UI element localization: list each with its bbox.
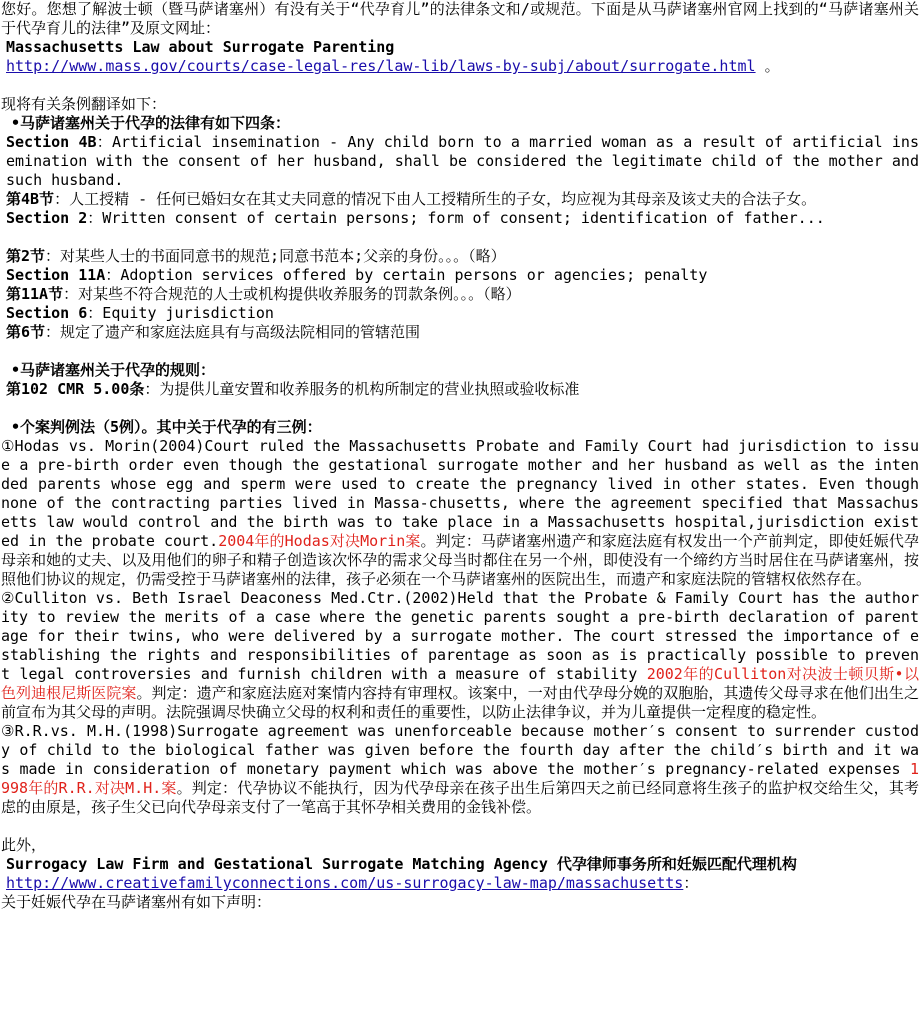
source-title: Massachusetts Law about Surrogate Parenting <box>6 38 395 56</box>
law-item: 第6节：规定了遗产和家庭法庭具有与高级法院相同的管辖范围 <box>6 323 421 341</box>
law-text: Adoption services offered by certain persons or agencies; penalty <box>120 266 708 284</box>
case-english: ③R.R.vs. M.H.(1998)Surrogate agreement was unenforceable because mother′s consent to surrender custody of child to the biological father was given before the fourth day after the child′s birth and it was made in consideration of monetary payment which was above the mother′s pregnancy-related expenses <box>1 722 919 778</box>
source-link[interactable]: http://www.mass.gov/courts/case-legal-res/law-lib/laws-by-subj/about/surrogate.html <box>6 57 756 75</box>
regulation-text: 为提供儿童安置和收养服务的机构所制定的营业执照或验收标准 <box>159 380 580 398</box>
spacer <box>1 399 919 418</box>
spacer <box>1 76 919 95</box>
law-text: 对某些人士的书面同意书的规范;同意书范本;父亲的身份。。。（略） <box>60 247 506 265</box>
law-label: Section 6 <box>6 304 88 322</box>
law-text: Written consent of certain persons; form of consent; identification of father... <box>102 209 825 227</box>
law-item: Section 4B：Artificial insemination - Any child born to a married woman as a result of artificial insemination with the consent of her husband, shall be considered the legitimate child of the mother and such husband. <box>6 133 919 189</box>
law-item: 第11A节：对某些不符合规范的人士或机构提供收养服务的罚款条例。。。（略） <box>6 285 521 303</box>
law-item: 第2节：对某些人士的书面同意书的规范;同意书范本;父亲的身份。。。（略） <box>6 247 506 265</box>
also-lead: 此外， <box>1 836 47 854</box>
law-text: Artificial insemination - Any child born to a married woman as a result of artificial insemination with the consent of her husband, shall be considered the legitimate child of the mother and such husband. <box>6 133 919 189</box>
case-name-zh: 1998年的R.R.对决M.H.案 <box>1 760 919 797</box>
law-item: Section 6：Equity jurisdiction <box>6 304 274 322</box>
law-label: 第11A节 <box>6 285 64 303</box>
spacer <box>1 342 919 361</box>
cases-heading: •个案判例法（5例）。其中关于代孕的有三例： <box>11 418 322 436</box>
law-text: Equity jurisdiction <box>102 304 274 322</box>
law-text: 人工授精 - 任何已婚妇女在其丈夫同意的情况下由人工授精所生的子女，均应视为其母亲及该丈夫的合法子女。 <box>69 190 817 208</box>
case-item <box>1 437 919 589</box>
firm-name: Surrogacy Law Firm and Gestational Surrogate Matching Agency 代孕律师事务所和妊娠匹配代理机构 <box>6 855 797 873</box>
regulation-label: 第102 CMR 5.00条 <box>6 380 145 398</box>
case-name-zh: 2002年的Culliton对决波士顿贝斯•以色列迪根尼斯医院案 <box>1 665 919 702</box>
law-text: 规定了遗产和家庭法庭具有与高级法院相同的管辖范围 <box>60 323 421 341</box>
case-ruling-zh: 。判定：代孕协议不能执行，因为代孕母亲在孩子出生后第四天之前已经同意将生孩子的监护权交给生父，其考虑的由原是，孩子生父已向代孕母亲支付了一笔高于其怀孕相关费用的金钱补偿。 <box>1 779 919 816</box>
case-item <box>1 589 919 722</box>
spacer <box>1 228 919 247</box>
translation-intro: 现将有关条例翻译如下： <box>1 95 167 113</box>
firm-link[interactable]: http://www.creativefamilyconnections.com/us-surrogacy-law-map/massachusetts <box>6 874 684 892</box>
law-label: 第2节 <box>6 247 46 265</box>
laws-heading: •马萨诸塞州关于代孕的法律有如下四条： <box>11 114 291 132</box>
regulation-item: 第102 CMR 5.00条：为提供儿童安置和收养服务的机构所制定的营业执照或验收标准 <box>6 380 580 398</box>
law-item: Section 11A：Adoption services offered by certain persons or agencies; penalty <box>6 266 708 284</box>
case-item <box>1 722 919 817</box>
law-item: Section 2：Written consent of certain persons; form of consent; identification of father... <box>6 209 825 227</box>
source-link-suffix: 。 <box>764 57 780 75</box>
case-ruling-zh: 。判定：遗产和家庭法庭对案情内容持有审理权。该案中，一对由代孕母分娩的双胞胎，其遗传父母寻求在他们出生之前宣布为其父母的声明。法院强调尽快确立父母的权利和责任的重要性，以防止法律争议，并为儿童提供一定程度的稳定性。 <box>1 684 919 721</box>
case-ruling-zh: 。判定：马萨诸塞州遗产和家庭法庭有权发出一个产前判定，即使妊娠代孕母亲和她的丈夫、以及用他们的卵子和精子创造该次怀孕的需求父母当时都住在另一个州，即使没有一个缔约方当时居住在马萨诸塞州，按照他们协议的规定，仍需受控于马萨诸塞州的法律，孩子必须在一个马萨诸塞州的医院出生，而遗产和家庭法院的管辖权依然存在。 <box>1 532 919 588</box>
firm-link-suffix: ： <box>683 874 699 892</box>
also-tail: 关于妊娠代孕在马萨诸塞州有如下声明： <box>1 893 272 911</box>
spacer <box>1 817 919 836</box>
regulations-heading: •马萨诸塞州关于代孕的规则： <box>11 361 216 379</box>
law-label: Section 2 <box>6 209 88 227</box>
law-label: 第4B节 <box>6 190 55 208</box>
law-label: Section 4B <box>6 133 97 151</box>
source-link-line <box>1 57 919 76</box>
firm-link-line <box>1 874 919 893</box>
law-item: 第4B节：人工授精 - 任何已婚妇女在其丈夫同意的情况下由人工授精所生的子女，均应视为其母亲及该丈夫的合法子女。 <box>6 190 817 208</box>
case-english: ②Culliton vs. Beth Israel Deaconess Med.Ctr.(2002)Held that the Probate & Family Court has the authority to review the merits of a case where the genetic parents sought a pre-birth declaration of parentage for their twins, who were delivered by a surrogate mother. The court stressed the importance of establishing the rights and responsibilities of parentage as soon as is practically possible to prevent legal controversies and furnish children with a measure of stability <box>1 589 919 683</box>
law-label: Section 11A <box>6 266 106 284</box>
intro-paragraph: 您好。您想了解波士顿（暨马萨诸塞州）有没有关于“代孕育儿”的法律条文和/或规范。下面是从马萨诸塞州官网上找到的“马萨诸塞州关于代孕育儿的法律”及原文网址： <box>1 0 919 37</box>
case-name-zh: 2004年的Hodas对决Morin案 <box>218 532 421 550</box>
case-english: ①Hodas vs. Morin(2004)Court ruled the Massachusetts Probate and Family Court had jurisdiction to issue a pre-birth order even though the gestational surrogate mother and her husband as well as the intended parents whose egg and sperm were used to create the pregnancy lived in other states. Even though none of the contracting parties lived in Massa-chusetts, where the agreement specified that Massachusetts law would control and the birth was to take place in a Massachusetts hospital,jurisdiction existed in the probate court. <box>1 437 919 550</box>
law-label: 第6节 <box>6 323 46 341</box>
law-text: 对某些不符合规范的人士或机构提供收养服务的罚款条例。。。（略） <box>78 285 521 303</box>
